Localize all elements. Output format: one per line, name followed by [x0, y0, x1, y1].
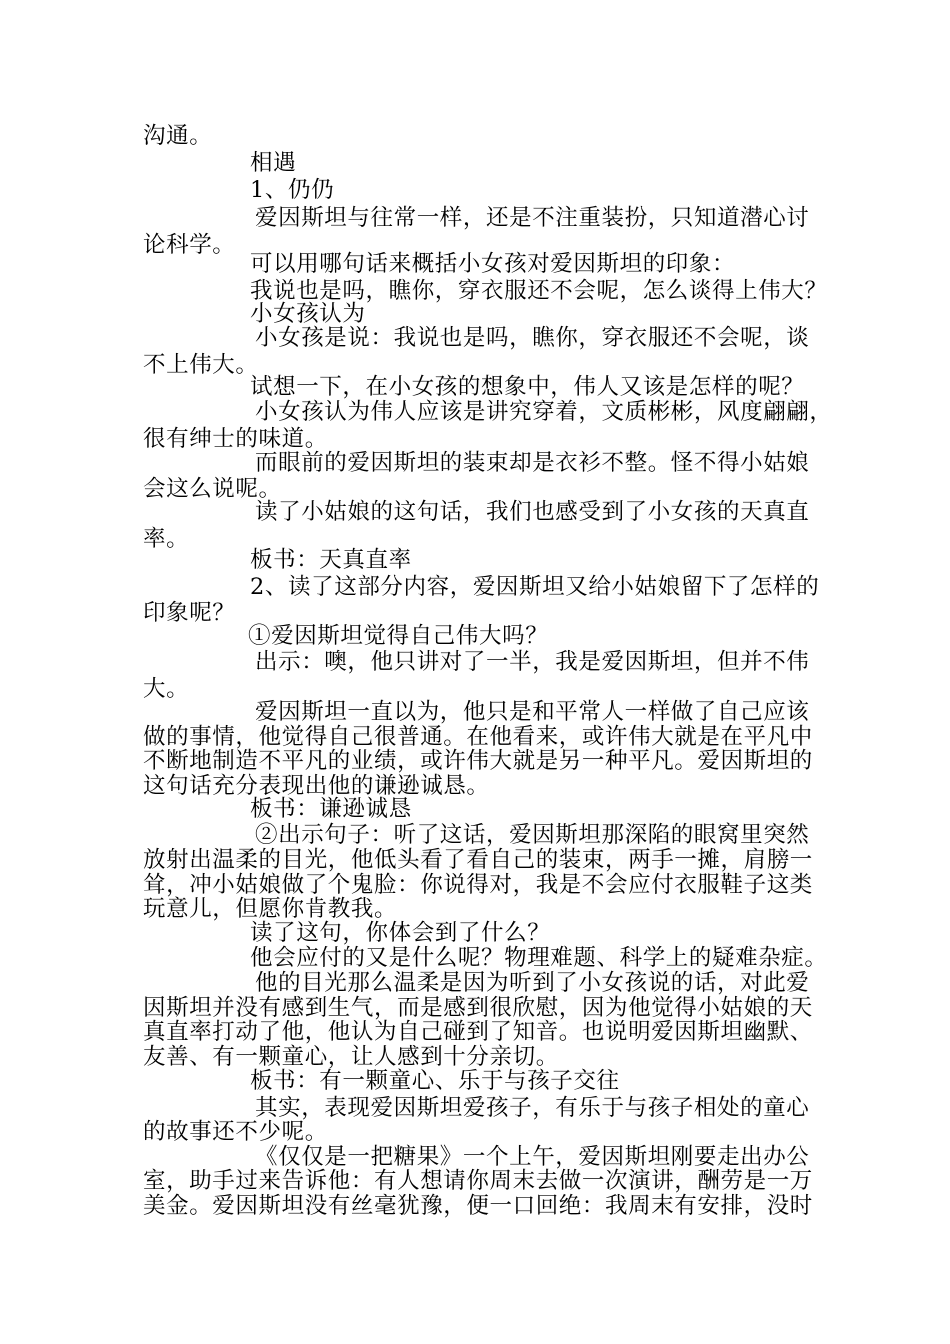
text-line: 做的事情，他觉得自己很普通。在他看来，或许伟大就是在平凡中 — [143, 724, 813, 750]
text-line: 玩意儿，但愿你肯教我。 — [143, 896, 398, 922]
text-line: 室，助手过来告诉他：有人想请你周末去做一次演讲，酬劳是一万 — [143, 1168, 813, 1194]
text-line: 很有绅士的味道。 — [143, 426, 328, 452]
text-line: 小女孩是说：我说也是吗，瞧你，穿衣服还不会呢，谈 — [255, 325, 810, 351]
board-note: 板书：天真直率 — [250, 547, 412, 573]
text-line: 读了小姑娘的这句话，我们也感受到了小女孩的天真直 — [255, 499, 810, 525]
text-line: 不断地制造不平凡的业绩，或许伟大就是另一种平凡。爱因斯坦的 — [143, 748, 813, 774]
text-line: 会这么说呢。 — [143, 476, 282, 502]
text-line: 美金。爱因斯坦没有丝毫犹豫，便一口回绝：我周末有安排，没时 — [143, 1193, 813, 1219]
text-line: 爱因斯坦与往常一样，还是不注重装扮，只知道潜心讨 — [255, 205, 810, 231]
text-line: ②出示句子：听了这话，爱因斯坦那深陷的眼窝里突然 — [255, 822, 810, 848]
text-line: 友善、有一颗童心，让人感到十分亲切。 — [143, 1044, 559, 1070]
text-line: 《仅仅是一把糖果》一个上午，爱因斯坦刚要走出办公 — [255, 1144, 810, 1170]
text-line: 小女孩认为 — [250, 301, 366, 327]
text-line: 沟通。 — [143, 123, 213, 149]
text-line: 放射出温柔的目光，他低头看了看自己的装束，两手一摊，肩膀一 — [143, 847, 813, 873]
text-line: 小女孩认为伟人应该是讲究穿着，文质彬彬，风度翩翩， — [255, 399, 833, 425]
text-line: 不上伟大。 — [143, 352, 259, 378]
text-line: 出示：噢，他只讲对了一半，我是爱因斯坦，但并不伟 — [255, 649, 810, 675]
text-line: 的故事还不少呢。 — [143, 1119, 328, 1145]
text-line: 因斯坦并没有感到生气，而是感到很欣慰，因为他觉得小姑娘的天 — [143, 995, 813, 1021]
text-line: 其实，表现爱因斯坦爱孩子，有乐于与孩子相处的童心 — [255, 1095, 810, 1121]
text-line: 论科学。 — [143, 232, 236, 258]
section-subheading: 2、读了这部分内容，爱因斯坦又给小姑娘留下了怎样的 — [250, 574, 820, 600]
text-line: 而眼前的爱因斯坦的装束却是衣衫不整。怪不得小姑娘 — [255, 450, 810, 476]
section-subheading: 1、仍仍 — [250, 177, 335, 203]
text-line: 可以用哪句话来概括小女孩对爱因斯坦的印象： — [250, 251, 736, 277]
text-line: 我说也是吗，瞧你，穿衣服还不会呢，怎么谈得上伟大？ — [250, 278, 828, 304]
text-line: 耸，冲小姑娘做了个鬼脸：你说得对，我是不会应付衣服鞋子这类 — [143, 872, 813, 898]
text-line: 读了这句，你体会到了什么？ — [250, 920, 551, 946]
text-line: ①爱因斯坦觉得自己伟大吗？ — [248, 623, 549, 649]
text-line: 他会应付的又是什么呢？物理难题、科学上的疑难杂症。 — [250, 945, 828, 971]
text-line: 这句话充分表现出他的谦逊诚恳。 — [143, 773, 490, 799]
text-line: 大。 — [143, 676, 190, 702]
text-line: 试想一下，在小女孩的想象中，伟人又该是怎样的呢？ — [250, 374, 805, 400]
text-line: 爱因斯坦一直以为，他只是和平常人一样做了自己应该 — [255, 699, 810, 725]
board-note: 板书：谦逊诚恳 — [250, 796, 412, 822]
text-line: 率。 — [143, 526, 190, 552]
text-line: 印象呢？ — [143, 600, 236, 626]
text-line: 他的目光那么温柔是因为听到了小女孩说的话，对此爱 — [255, 970, 810, 996]
board-note: 板书：有一颗童心、乐于与孩子交往 — [250, 1068, 620, 1094]
text-line: 真直率打动了他，他认为自己碰到了知音。也说明爱因斯坦幽默、 — [143, 1019, 813, 1045]
section-heading: 相遇 — [250, 150, 297, 176]
